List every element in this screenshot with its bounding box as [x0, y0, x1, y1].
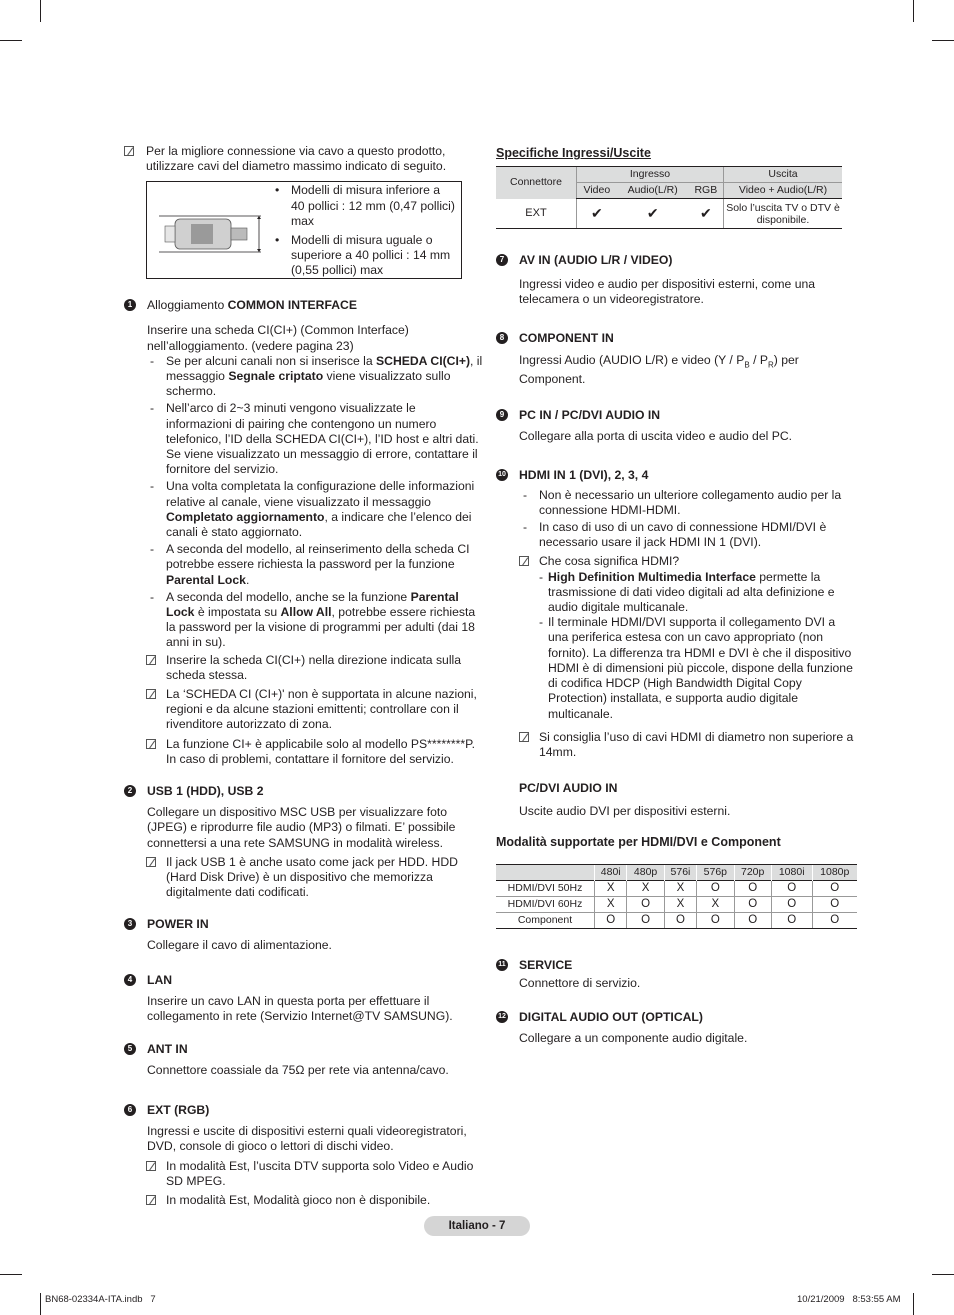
section-ext-rgb: [124, 1103, 484, 1208]
modes-cell: O: [697, 912, 734, 928]
section-number: 5: [124, 1043, 136, 1055]
modes-row: [496, 912, 857, 928]
modes-header: 1080i: [771, 864, 812, 880]
modes-cell: X: [595, 880, 627, 896]
spec-subheader: Video: [577, 183, 617, 199]
spec-title: Specifiche Ingressi/Uscite: [496, 146, 651, 160]
checkmark-icon: ✔: [689, 199, 724, 229]
modes-corner: [496, 864, 595, 880]
note-icon: [124, 146, 134, 156]
cable-box: [146, 181, 462, 279]
section-title: POWER IN: [147, 917, 209, 932]
note-icon: [146, 689, 156, 699]
modes-cell: O: [595, 912, 627, 928]
note-icon: [146, 655, 156, 665]
note: In modalità Est, l’uscita DTV supporta solo Video e Audio SD MPEG.: [146, 1159, 484, 1189]
bullet: - Nell’arco di 2~3 minuti vengono visualizzate le informazioni di pairing che contengono un numero telefonico, l’ID della SCHEDA CI(CI+), l’ID host e altri dati. Se viene visualizzato un messaggio di errore, contattare il fornitore del servizio.: [146, 401, 484, 477]
section-title: AV IN (AUDIO L/R / VIDEO): [519, 253, 673, 268]
modes-row: [496, 880, 857, 896]
modes-row: [496, 896, 857, 912]
left-column: [124, 144, 484, 1212]
modes-cell: O: [697, 880, 734, 896]
section-text: Ingressi Audio (AUDIO L/R) e video $(Y / P_B / P_R)$ per Component.: [519, 352, 799, 387]
footer-file: BN68-02334A-ITA.indb 7: [45, 1294, 156, 1305]
section-title: USB 1 (HDD), USB 2: [147, 784, 264, 799]
modes-row-label: Component: [496, 912, 595, 928]
section-text: Inserire un cavo LAN in questa porta per effettuare il collegamento in rete (Servizio Internet@TV SAMSUNG).: [147, 993, 453, 1023]
section-title: EXT (RGB): [147, 1103, 210, 1118]
modes-cell: O: [771, 896, 812, 912]
modes-cell: O: [812, 880, 857, 896]
spec-header: Connettore: [496, 167, 577, 199]
modes-cell: O: [734, 896, 771, 912]
modes-cell: X: [664, 880, 696, 896]
section-number: 3: [124, 918, 136, 930]
bullet: - A seconda del modello, anche se la funzione Parental Lock è impostata su Allow All, potrebbe essere richiesta la password per la visione di programmi per adulti (dai 18 anni in su).: [146, 590, 484, 651]
section-title: DIGITAL AUDIO OUT (OPTICAL): [519, 1009, 703, 1024]
modes-cell: O: [734, 912, 771, 928]
modes-cell: O: [812, 896, 857, 912]
cable-spec-item: • Modelli di misura inferiore a 40 pollici : 12 mm (0,47 pollici) max: [275, 183, 455, 228]
modes-header: 576i: [664, 864, 696, 880]
section-service: [496, 958, 858, 991]
bullet: - A seconda del modello, al reinserimento della scheda CI potrebbe essere richiesta la password per la funzione Parental Lock.: [146, 542, 484, 588]
bullet: - High Definition Multimedia Interface permette la trasmissione di dati video digitali ad alta definizione e audio digitale multicanale.: [539, 570, 858, 616]
note-icon: [519, 556, 529, 566]
checkmark-icon: ✔: [617, 199, 689, 229]
modes-header: 576p: [697, 864, 734, 880]
section-text: Collegare alla porta di uscita video e audio del PC.: [519, 429, 793, 444]
right-column: [496, 146, 858, 1046]
section-power-in: [124, 917, 484, 953]
modes-cell: O: [771, 912, 812, 928]
subsection-title: PC/DVI AUDIO IN: [519, 781, 618, 796]
note: Che cosa significa HDMI?: [519, 554, 858, 569]
spec-cell: EXT: [496, 199, 577, 229]
section-lan: [124, 973, 484, 1024]
section-text: Collegare un dispositivo MSC USB per visualizzare foto (JPEG) e riprodurre file audio (MP3) o filmati. E’ possibile connettersi a una rete SAMSUNG in modalità wireless.: [147, 805, 456, 850]
footer-date: 10/21/2009 8:53:55 AM: [797, 1294, 901, 1305]
modes-cell: O: [627, 896, 664, 912]
modes-cell: O: [664, 912, 696, 928]
spec-header: Ingresso: [577, 167, 724, 183]
modes-header: 720p: [734, 864, 771, 880]
section-title: HDMI IN 1 (DVI), 2, 3, 4: [519, 467, 649, 482]
modes-header: 480i: [595, 864, 627, 880]
section-common-interface: 1 Alloggiamento COMMON INTERFACE Inserire una scheda CI(CI+) (Common Interface) nell’alloggiamento. (vedere pagina 23) - Se per alcuni canali non si inserisce la SCHEDA CI(CI+), il messaggio Segnale criptato viene visualizzato sullo schermo. - Nell’arco di 2~3 minuti vengono visualizzate le informazioni di pairing che contengono un numero telefonico, l’ID della SCHEDA CI(CI+), l’ID host e altri dati. Se viene visualizzato un messaggio di errore, contattare il fornitore del servizio. - Una volta completata la configurazione delle informazioni relative al canale, viene visualizzato il messaggio Completato aggiornamento, a indicare che l’elenco dei canali è stato aggiornato. - A seconda del modello, al reinserimento della scheda CI potrebbe essere richiesta la password per la funzione Parental Lock. - A seconda del modello, anche se la funzione Parental Lock è impostata su Allow All, potrebbe essere richiesta la password per la visione di programmi per adulti (dai 18 anni in su). Inserire la scheda CI(CI+) nella direzione indicata sulla scheda stessa. La ‘SCHEDA CI (CI+)' non è supportata in alcune nazioni, regioni e da alcune stazioni emittenti; controllare con il rivenditore autorizzato di zona. La funzione CI+ è applicabile solo al modello PS********P. In caso di problemi, contattare il fornitore del servizio.: [124, 298, 484, 767]
note-icon: [146, 739, 156, 749]
cable-note: Per la migliore connessione via cavo a questo prodotto, utilizzare cavi del diametro massimo indicato di seguito.: [124, 144, 484, 174]
modes-row-label: HDMI/DVI 50Hz: [496, 880, 595, 896]
section-hdmi-in: [496, 468, 858, 820]
note: La ‘SCHEDA CI (CI+)' non è supportata in alcune nazioni, regioni e da alcune stazioni emittenti; controllare con il rivenditore autorizzato di zona.: [146, 687, 484, 733]
modes-row-label: HDMI/DVI 60Hz: [496, 896, 595, 912]
section-text: Inserire una scheda CI(CI+) (Common Interface) nell’alloggiamento. (vedere pagina 23): [147, 323, 409, 353]
section-text: Ingressi video e audio per dispositivi esterni, come una telecamera o un videoregistratore.: [519, 277, 816, 307]
spec-subheader: RGB: [689, 183, 724, 199]
spec-header: Uscita: [724, 167, 843, 183]
spec-subheader: Video + Audio(L/R): [724, 183, 843, 199]
modes-cell: X: [627, 880, 664, 896]
crop-mark: [932, 1274, 954, 1275]
modes-header: 480p: [627, 864, 664, 880]
crop-mark: [0, 40, 22, 41]
section-text: Ingressi e uscite di dispositivi esterni quali videoregistratori, DVD, console di gioco o lettori di dischi video.: [147, 1124, 467, 1154]
spec-table: [496, 166, 842, 229]
section-title: SERVICE: [519, 957, 573, 972]
crop-mark: [0, 1274, 22, 1275]
bullet: - Se per alcuni canali non si inserisce la SCHEDA CI(CI+), il messaggio Segnale criptato viene visualizzato sullo schermo.: [146, 354, 484, 400]
cable-diagram: [151, 204, 271, 264]
modes-cell: X: [664, 896, 696, 912]
cable-spec-item: • Modelli di misura uguale o superiore a 40 pollici : 14 mm (0,55 pollici) max: [275, 233, 451, 278]
section-ant-in: [124, 1042, 484, 1078]
bullet: - Il terminale HDMI/DVI supporta il collegamento DVI a una periferica estesa con un cavo appropriato (non fornito). La differenza tra HDMI e DVI è che il dispositivo HDMI è di dimensioni più piccole, dispone della funzione di codifica HDCP (High Bandwidth Digital Copy Protection) installata, e supporta audio digitale multicanale.: [539, 615, 858, 721]
checkmark-icon: ✔: [577, 199, 617, 229]
crop-mark: [913, 0, 914, 22]
spec-subheader: Audio(L/R): [617, 183, 689, 199]
section-text: Uscite audio DVI per dispositivi esterni.: [519, 804, 731, 819]
note-icon: [146, 1195, 156, 1205]
section-number: 4: [124, 974, 136, 986]
cable-spec-list: [275, 183, 455, 278]
crop-mark: [40, 0, 41, 22]
crop-mark: [932, 40, 954, 41]
section-title: LAN: [147, 972, 173, 987]
section-text: Connettore coassiale da 75Ω per rete via antenna/cavo.: [147, 1062, 449, 1077]
bullet: - Una volta completata la configurazione delle informazioni relative al canale, viene visualizzato il messaggio Completato aggiornamento, a indicare che l’elenco dei canali è stato aggiornato.: [146, 479, 484, 540]
note-icon: [146, 857, 156, 867]
section-number: 12: [496, 1011, 508, 1023]
section-number: 2: [124, 785, 136, 797]
modes-cell: O: [771, 880, 812, 896]
section-number: 9: [496, 409, 508, 421]
section-component-in: [496, 331, 858, 388]
section-number: 7: [496, 254, 508, 266]
section-title: PC IN / PC/DVI AUDIO IN: [519, 408, 661, 423]
section-text: Collegare il cavo di alimentazione.: [147, 938, 332, 953]
spec-cell: Solo l’uscita TV o DTV è disponibile.: [724, 199, 843, 229]
section-number: 11: [496, 959, 508, 971]
note: In modalità Est, Modalità gioco non è disponibile.: [146, 1193, 484, 1208]
section-pc-in: [496, 408, 858, 444]
modes-table: [496, 864, 857, 929]
modes-cell: O: [734, 880, 771, 896]
modes-title: Modalità supportate per HDMI/DVI e Component: [496, 834, 781, 849]
modes-cell: X: [697, 896, 734, 912]
modes-cell: O: [812, 912, 857, 928]
section-usb: [124, 784, 484, 900]
note: Si consiglia l’uso di cavi HDMI di diametro non superiore a 14mm.: [519, 730, 858, 760]
modes-cell: X: [595, 896, 627, 912]
section-title: ANT IN: [147, 1041, 188, 1056]
section-title: COMPONENT IN: [519, 330, 614, 345]
note: Inserire la scheda CI(CI+) nella direzione indicata sulla scheda stessa.: [146, 653, 484, 683]
section-number: 10: [496, 469, 508, 481]
section-text: Collegare a un componente audio digitale.: [519, 1030, 748, 1045]
note: Il jack USB 1 è anche usato come jack per HDD. HDD (Hard Disk Drive) è un dispositivo che memorizza digitalmente dati codificati.: [146, 855, 484, 901]
note-icon: [146, 1161, 156, 1171]
modes-header: 1080p: [812, 864, 857, 880]
section-av-in: [496, 253, 858, 307]
bullet: - Non è necessario un ulteriore collegamento audio per la connessione HDMI-HDMI.: [519, 488, 858, 518]
note-icon: [519, 732, 529, 742]
section-title: COMMON INTERFACE: [227, 298, 357, 313]
page-number: Italiano - 7: [424, 1216, 530, 1236]
note: La funzione CI+ è applicabile solo al modello PS********P. In caso di problemi, contattare il fornitore del servizio.: [146, 737, 484, 767]
section-digital-audio-out: [496, 1010, 858, 1046]
modes-cell: O: [627, 912, 664, 928]
bullet: - In caso di uso di un cavo di connessione HDMI/DVI è necessario usare il jack HDMI IN 1 (DVI).: [519, 520, 858, 550]
section-number: 1: [124, 299, 136, 311]
section-text: Connettore di servizio.: [519, 975, 641, 990]
section-number: 6: [124, 1104, 136, 1116]
crop-mark: [913, 1293, 914, 1315]
section-number: 8: [496, 332, 508, 344]
crop-mark: [40, 1293, 41, 1315]
